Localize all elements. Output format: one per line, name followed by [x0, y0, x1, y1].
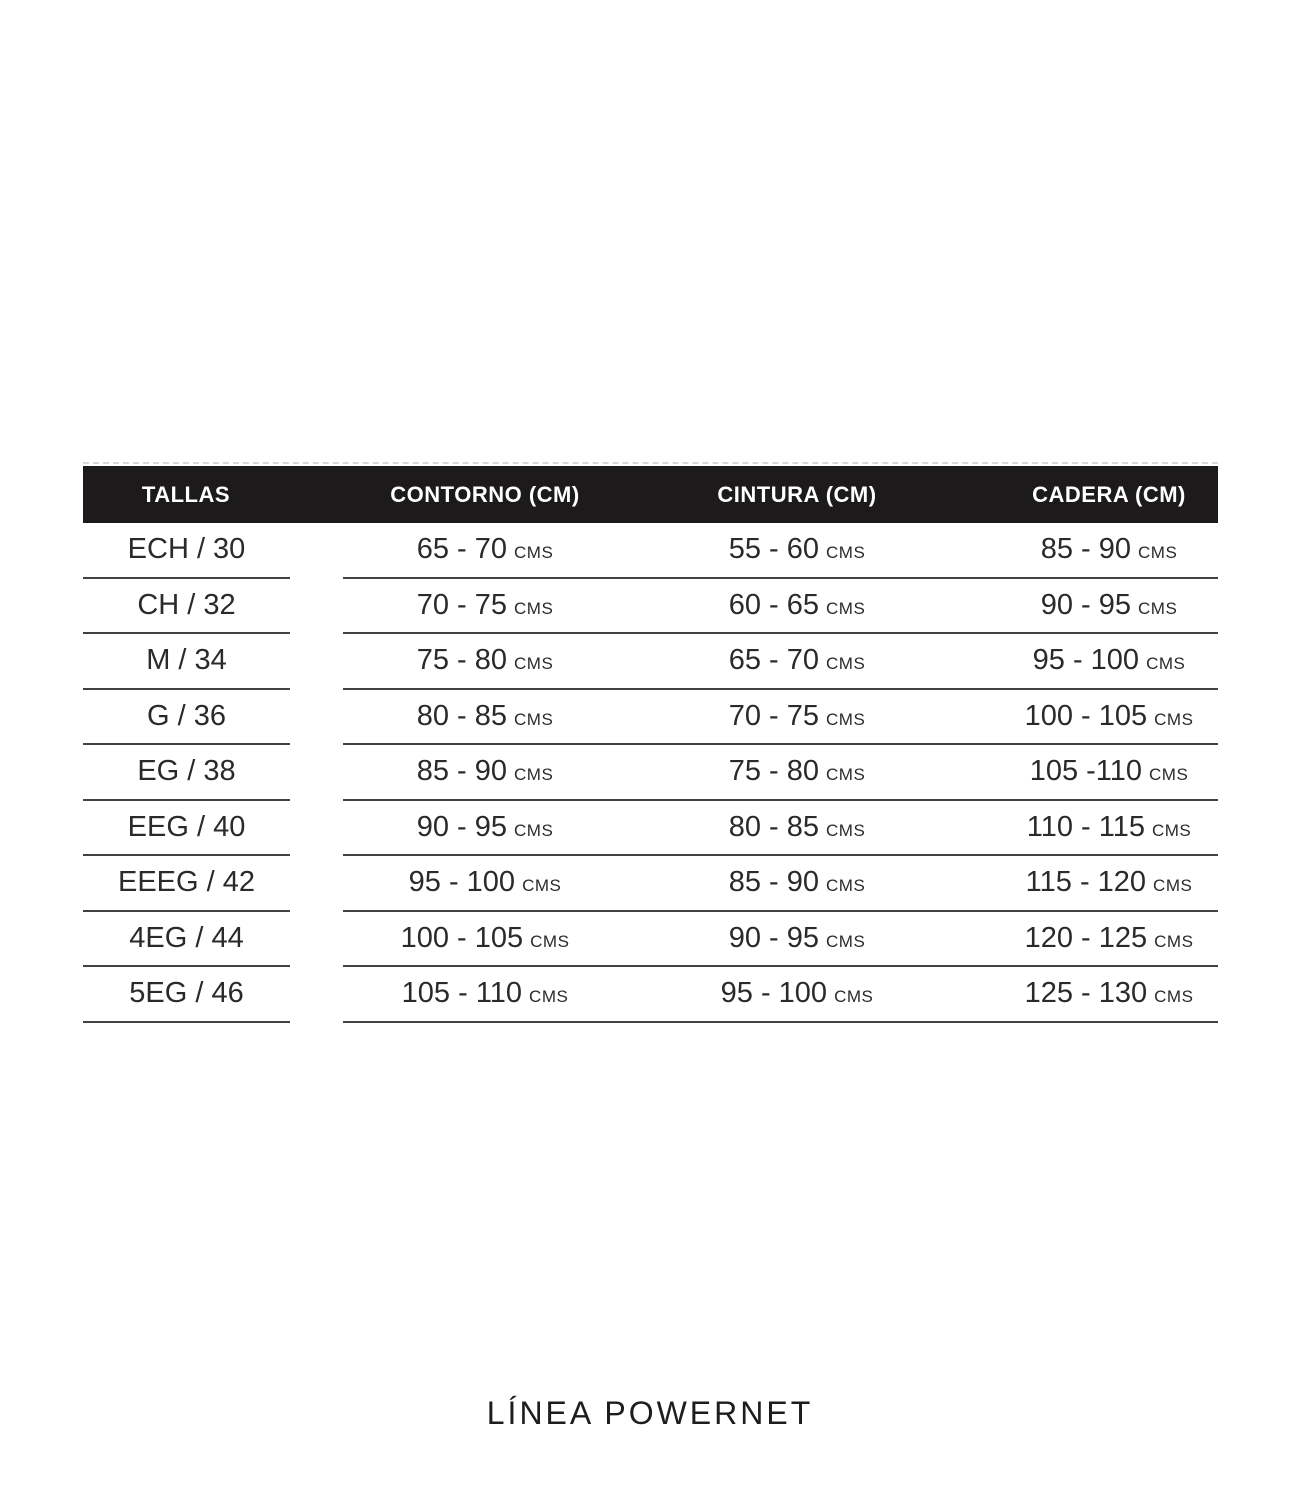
unit-label: CMS	[514, 543, 554, 563]
table-row	[83, 579, 1218, 635]
cintura-cell	[729, 579, 866, 633]
cintura-cell	[729, 912, 866, 966]
size-label-cell	[83, 967, 290, 1023]
measurement-value: 95 - 100	[720, 977, 828, 1010]
cadera-cell	[1025, 912, 1194, 966]
unit-label: CMS	[514, 765, 554, 785]
unit-label: CMS	[826, 654, 866, 674]
measurement-value: 115 - 120	[1025, 866, 1147, 899]
measurement-value: 85 - 90	[1040, 533, 1132, 566]
unit-label: CMS	[514, 654, 554, 674]
measurement-value: 85 - 90	[416, 755, 508, 788]
unit-label: CMS	[1149, 765, 1189, 785]
unit-label: CMS	[826, 709, 866, 729]
size-label: EG / 38	[137, 755, 236, 788]
unit-label: CMS	[514, 820, 554, 840]
unit-label: CMS	[522, 876, 562, 896]
header-tallas: TALLAS	[141, 481, 231, 507]
cintura-cell	[721, 967, 874, 1021]
contorno-cell	[417, 579, 554, 633]
measurement-value: 95 - 100	[1032, 644, 1140, 677]
measurement-value: 70 - 75	[416, 588, 508, 621]
unit-label: CMS	[529, 987, 569, 1007]
measurements-group	[343, 856, 1218, 912]
measurement-value: 100 - 105	[1024, 699, 1148, 732]
unit-label: CMS	[1154, 709, 1194, 729]
cintura-cell	[729, 745, 866, 799]
table-row	[83, 801, 1218, 857]
contorno-cell	[417, 801, 554, 855]
measurements-group	[343, 634, 1218, 690]
size-label: 4EG / 44	[129, 921, 244, 954]
unit-label: CMS	[514, 709, 554, 729]
measurements-group	[343, 967, 1218, 1023]
unit-label: CMS	[1146, 654, 1186, 674]
size-label-cell	[83, 801, 290, 857]
contorno-cell	[417, 690, 554, 744]
unit-label: CMS	[514, 598, 554, 618]
cintura-cell	[729, 856, 866, 910]
measurement-value: 90 - 95	[728, 921, 820, 954]
unit-label: CMS	[826, 931, 866, 951]
measurements-group	[343, 579, 1218, 635]
table-top-dashed-line	[83, 462, 1218, 464]
cadera-cell	[1041, 579, 1178, 633]
measurement-value: 65 - 70	[728, 644, 820, 677]
table-row	[83, 634, 1218, 690]
cadera-cell	[1030, 745, 1189, 799]
contorno-cell	[402, 967, 569, 1021]
measurements-group	[343, 523, 1218, 579]
table-row	[83, 523, 1218, 579]
unit-label: CMS	[1138, 598, 1178, 618]
brand-line: LÍNEA POWERNET	[486, 1395, 814, 1431]
measurement-value: 105 -110	[1029, 755, 1143, 788]
measurement-value: 90 - 95	[1040, 588, 1132, 621]
table-row	[83, 745, 1218, 801]
unit-label: CMS	[1154, 931, 1194, 951]
measurement-value: 95 - 100	[408, 866, 516, 899]
measurement-value: 100 - 105	[400, 921, 524, 954]
table-row	[83, 690, 1218, 746]
measurements-group	[343, 912, 1218, 968]
size-label: EEG / 40	[127, 810, 246, 843]
unit-label: CMS	[826, 765, 866, 785]
measurement-value: 105 - 110	[401, 977, 523, 1010]
header-cintura: CINTURA (CM)	[717, 481, 877, 507]
measurements-group	[343, 801, 1218, 857]
size-label-cell	[83, 523, 290, 579]
contorno-cell	[417, 634, 554, 688]
unit-label: CMS	[530, 931, 570, 951]
contorno-cell	[409, 856, 562, 910]
header-cadera: CADERA (CM)	[1032, 481, 1186, 507]
header-contorno: CONTORNO (CM)	[390, 481, 580, 507]
measurement-value: 120 - 125	[1024, 921, 1148, 954]
contorno-cell	[417, 745, 554, 799]
cadera-cell	[1041, 523, 1178, 577]
cadera-cell	[1026, 856, 1193, 910]
size-label: ECH / 30	[127, 533, 246, 566]
cadera-cell	[1027, 801, 1192, 855]
measurement-value: 110 - 115	[1026, 810, 1145, 843]
unit-label: CMS	[1153, 876, 1193, 896]
unit-label: CMS	[1154, 987, 1194, 1007]
measurements-group	[343, 745, 1218, 801]
measurement-value: 65 - 70	[416, 533, 508, 566]
table-row	[83, 912, 1218, 968]
measurement-value: 55 - 60	[728, 533, 820, 566]
size-label-cell	[83, 856, 290, 912]
cintura-cell	[729, 523, 866, 577]
measurement-value: 70 - 75	[728, 699, 820, 732]
size-label-cell	[83, 745, 290, 801]
cintura-cell	[729, 690, 866, 744]
size-chart-table	[83, 462, 1218, 1023]
size-label: CH / 32	[137, 588, 236, 621]
size-label-cell	[83, 579, 290, 635]
cintura-cell	[729, 801, 866, 855]
size-label-cell	[83, 912, 290, 968]
measurement-value: 75 - 80	[728, 755, 820, 788]
measurement-value: 80 - 85	[728, 810, 820, 843]
table-row	[83, 856, 1218, 912]
measurement-value: 60 - 65	[728, 588, 820, 621]
contorno-cell	[417, 523, 554, 577]
measurement-value: 75 - 80	[416, 644, 508, 677]
measurement-value: 90 - 95	[416, 810, 508, 843]
unit-label: CMS	[1138, 543, 1178, 563]
cadera-cell	[1033, 634, 1186, 688]
unit-label: CMS	[826, 598, 866, 618]
size-label-cell	[83, 634, 290, 690]
unit-label: CMS	[834, 987, 874, 1007]
measurements-group	[343, 690, 1218, 746]
cintura-cell	[729, 634, 866, 688]
table-row	[83, 967, 1218, 1023]
size-label: G / 36	[147, 699, 226, 732]
table-header	[83, 466, 1218, 523]
unit-label: CMS	[826, 820, 866, 840]
size-label: 5EG / 46	[129, 977, 244, 1010]
unit-label: CMS	[826, 876, 866, 896]
contorno-cell	[401, 912, 570, 966]
measurement-value: 80 - 85	[416, 699, 508, 732]
measurement-value: 85 - 90	[728, 866, 820, 899]
size-label: EEEG / 42	[117, 866, 255, 899]
size-label: M / 34	[146, 644, 227, 677]
size-label-cell	[83, 690, 290, 746]
unit-label: CMS	[826, 543, 866, 563]
table-body	[83, 523, 1218, 1023]
cadera-cell	[1025, 967, 1194, 1021]
unit-label: CMS	[1151, 820, 1192, 840]
cadera-cell	[1025, 690, 1194, 744]
measurement-value: 125 - 130	[1024, 977, 1148, 1010]
